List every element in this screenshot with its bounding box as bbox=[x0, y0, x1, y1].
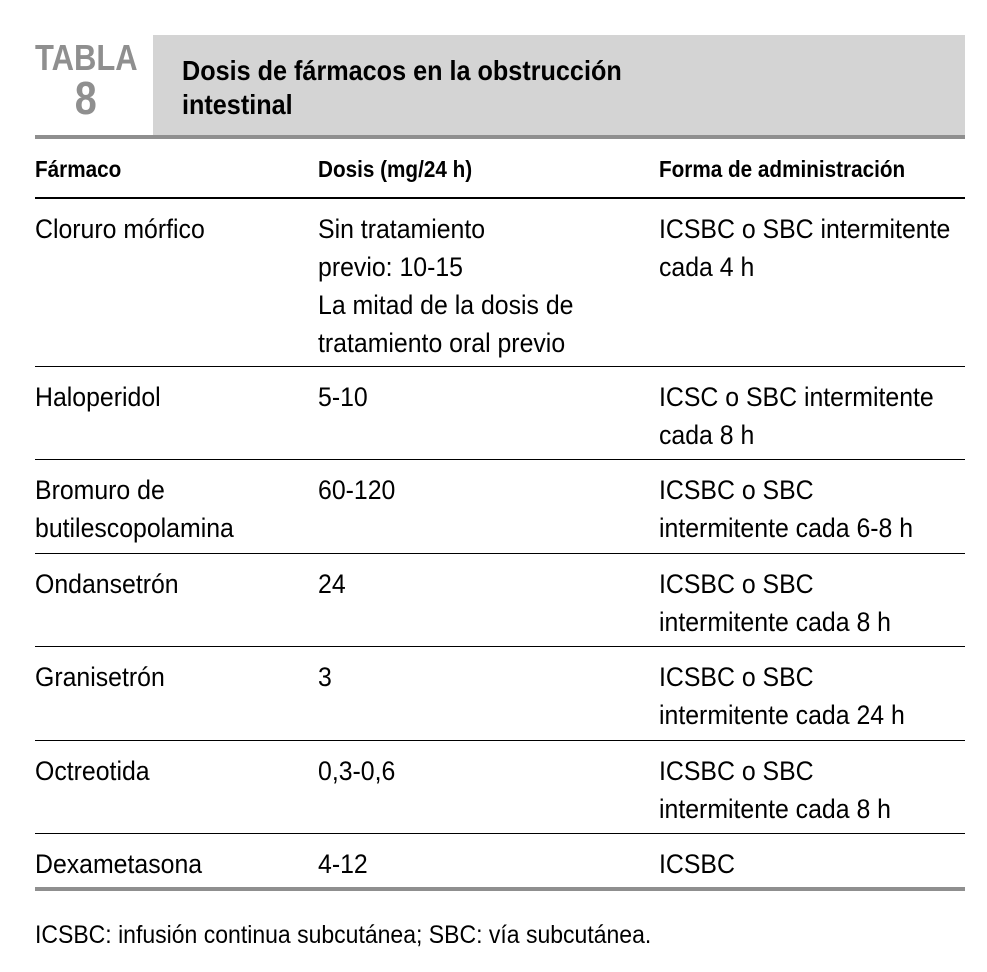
cell-drug bbox=[35, 378, 293, 416]
column-header-route: Forma de administración bbox=[659, 156, 906, 182]
cell-dose-line: 4-12 bbox=[318, 849, 368, 879]
cell-drug bbox=[35, 210, 293, 248]
cell-route bbox=[659, 845, 963, 883]
cell-dose bbox=[318, 565, 612, 603]
cell-dose-line: La mitad de la dosis de bbox=[318, 290, 574, 320]
table-title-box bbox=[153, 35, 965, 137]
cell-route-line: cada 8 h bbox=[659, 420, 755, 450]
cell-drug-line: butilescopolamina bbox=[35, 513, 234, 543]
column-headers bbox=[35, 152, 965, 188]
cell-route-line: ICSBC o SBC bbox=[659, 475, 814, 505]
cell-drug-line: Dexametasona bbox=[35, 849, 203, 879]
bottom-rule bbox=[35, 887, 965, 891]
table-header bbox=[35, 35, 965, 137]
cell-drug-line: Ondansetrón bbox=[35, 569, 179, 599]
cell-route bbox=[659, 658, 963, 734]
cell-route bbox=[659, 752, 963, 828]
table-title-line-1: Dosis de fármacos en la obstrucción bbox=[182, 55, 622, 86]
cell-dose bbox=[318, 471, 612, 509]
cell-dose-line: 3 bbox=[318, 662, 332, 692]
cell-drug bbox=[35, 565, 293, 603]
table-row bbox=[35, 833, 965, 887]
cell-dose bbox=[318, 752, 612, 790]
footnote: ICSBC: infusión continua subcutánea; SBC: vía subcutánea. bbox=[35, 921, 652, 949]
cell-route bbox=[659, 471, 963, 547]
table-number-label bbox=[35, 35, 136, 137]
cell-drug-line: Granisetrón bbox=[35, 662, 165, 692]
cell-dose-line: 60-120 bbox=[318, 475, 396, 505]
cell-route bbox=[659, 565, 963, 641]
cell-drug-line: Cloruro mórfico bbox=[35, 214, 205, 244]
table-title bbox=[182, 54, 740, 122]
cell-dose-line: 5-10 bbox=[318, 382, 368, 412]
cell-drug-line: Bromuro de bbox=[35, 475, 165, 505]
cell-route-line: intermitente cada 6-8 h bbox=[659, 513, 914, 543]
column-header-dose: Dosis (mg/24 h) bbox=[318, 156, 473, 182]
table-row bbox=[35, 198, 965, 367]
table-number: 8 bbox=[74, 72, 97, 124]
column-header-drug: Fármaco bbox=[35, 156, 122, 182]
cell-route-line: cada 4 h bbox=[659, 252, 755, 282]
table-row bbox=[35, 646, 965, 741]
cell-dose bbox=[318, 658, 612, 696]
table-title-line-2: intestinal bbox=[182, 89, 293, 120]
cell-dose bbox=[318, 378, 612, 416]
cell-dose-line: 0,3-0,6 bbox=[318, 756, 396, 786]
cell-drug-line: Haloperidol bbox=[35, 382, 161, 412]
cell-drug bbox=[35, 471, 293, 547]
cell-route-line: intermitente cada 24 h bbox=[659, 700, 905, 730]
cell-drug bbox=[35, 658, 293, 696]
cell-route-line: ICSBC o SBC bbox=[659, 756, 814, 786]
cell-route bbox=[659, 378, 963, 454]
cell-route-line: intermitente cada 8 h bbox=[659, 607, 891, 637]
cell-dose-line: previo: 10-15 bbox=[318, 252, 464, 282]
cell-route-line: ICSBC o SBC bbox=[659, 569, 814, 599]
cell-drug bbox=[35, 752, 293, 790]
cell-route-line: intermitente cada 8 h bbox=[659, 794, 891, 824]
table-row bbox=[35, 553, 965, 647]
cell-route-line: ICSBC o SBC bbox=[659, 662, 814, 692]
cell-dose-line: Sin tratamiento bbox=[318, 214, 486, 244]
cell-route-line: ICSBC bbox=[659, 849, 735, 879]
cell-drug bbox=[35, 845, 293, 883]
table-row bbox=[35, 459, 965, 554]
cell-dose-line: tratamiento oral previo bbox=[318, 328, 566, 358]
table-label: TABLA bbox=[35, 37, 138, 78]
cell-dose bbox=[318, 210, 612, 362]
cell-route-line: ICSBC o SBC intermitente bbox=[659, 214, 951, 244]
cell-dose bbox=[318, 845, 612, 883]
cell-dose-line: 24 bbox=[318, 569, 346, 599]
top-rule bbox=[35, 135, 965, 139]
cell-route bbox=[659, 210, 963, 286]
cell-drug-line: Octreotida bbox=[35, 756, 150, 786]
cell-route-line: ICSC o SBC intermitente bbox=[659, 382, 934, 412]
table-row bbox=[35, 366, 965, 460]
table-row bbox=[35, 740, 965, 834]
